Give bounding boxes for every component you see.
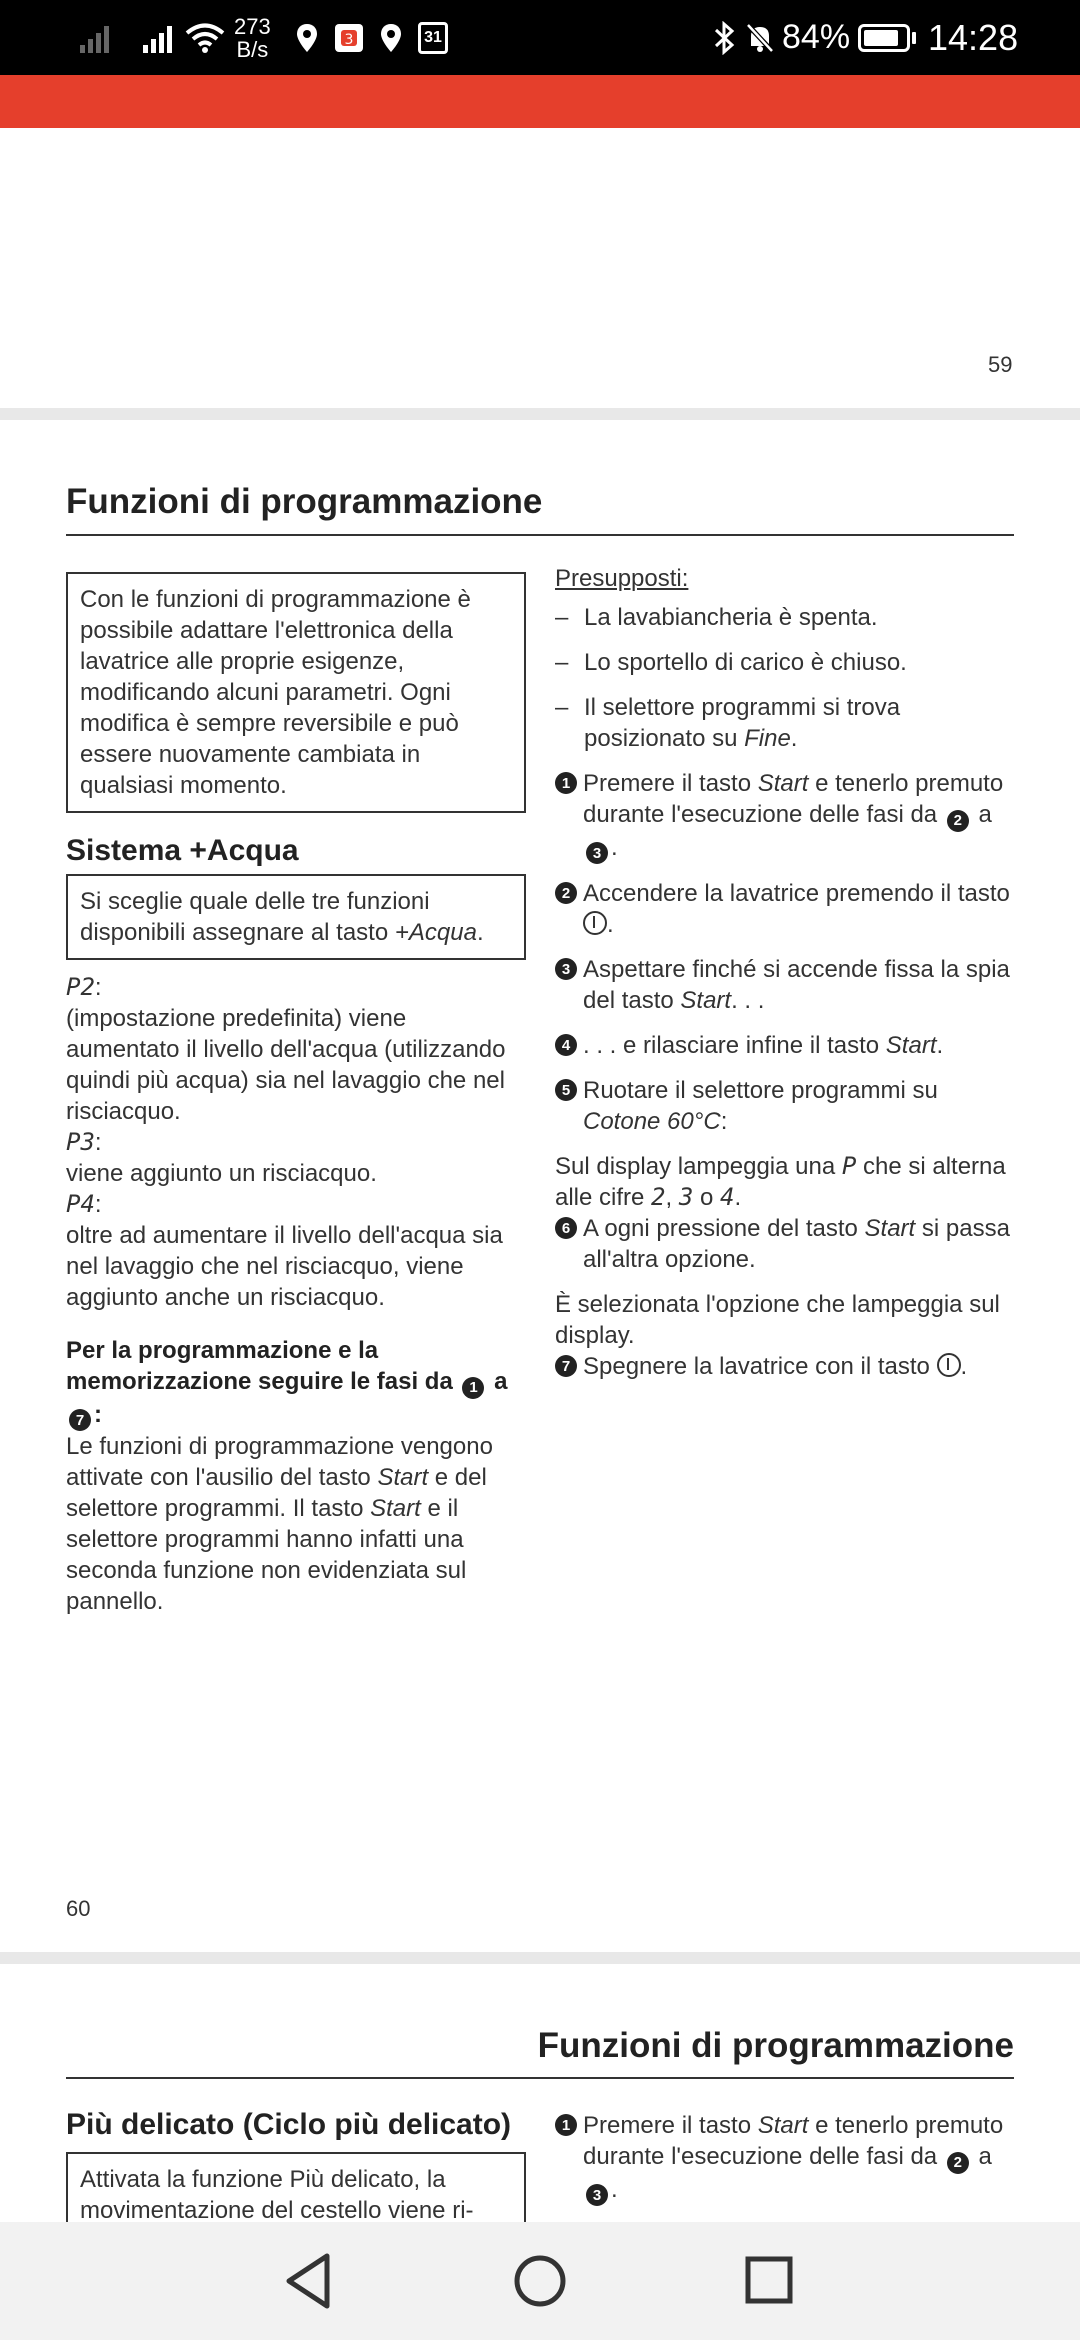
bluetooth-icon <box>712 0 736 75</box>
sistema-heading: Sistema +Acqua <box>66 834 299 867</box>
condition-1: – La lavabiancheria è spenta. <box>555 604 878 631</box>
option-p2: P2: (impostazione predefinita) viene aumentato il livello dell'acqua (utilizzando quindi più acqua) sia nel lavaggio che nel risciacquo. <box>66 973 506 1125</box>
step-6: 6 A ogni pressione del tasto Start si passa all'altra opzione. <box>555 1213 1017 1275</box>
title-rule <box>66 2077 1014 2079</box>
battery-percent: 84% <box>782 18 851 56</box>
sistema-box: Si sceglie quale delle tre funzioni disponibili assegnare al tasto +Acqua. <box>66 874 526 960</box>
step-1: 1 Premere il tasto Start e tenerlo premuto durante l'esecuzione delle fasi da 2 a 3 . <box>555 768 1017 864</box>
piu-delicato-box: Attivata la funzione Più delicato, la movimentazione del cestello viene ri- <box>66 2152 526 2222</box>
page-separator <box>0 1952 1080 1964</box>
home-button[interactable] <box>514 2255 566 2312</box>
location-icon-2 <box>380 0 402 75</box>
step-5: 5 Ruotare il selettore programmi su Cotone 60°C: <box>555 1075 1017 1137</box>
calendar-icon: 31 <box>418 0 448 75</box>
power-icon <box>583 911 607 935</box>
back-icon <box>283 2252 333 2310</box>
selected-note: È selezionata l'opzione che lampeggia sul display. <box>555 1291 1000 1349</box>
condition-3: – Il selettore programmi si trova posizionato su Fine. <box>555 694 901 752</box>
page-number: 59 <box>988 352 1013 377</box>
page-title: Funzioni di programmazione <box>537 2026 1014 2065</box>
procedure-note: Per la programmazione e la memorizzazione seguire le fasi da 1 a 7 : <box>66 1335 526 1431</box>
location-icon <box>296 0 318 75</box>
wifi-icon <box>185 0 225 75</box>
page3-right-column <box>555 2110 1017 2220</box>
intro-box: Con le funzioni di programmazione è possibile adattare l'elettronica della lavatrice alle proprie esigenze, modificando alcuni parametri. Ogni modifica è sempre reversibile e può essere nuovamente cambiata in qualsiasi momento. <box>66 572 526 813</box>
home-icon <box>514 2255 566 2307</box>
option-p3: P3: viene aggiunto un risciacquo. <box>66 1128 377 1187</box>
recents-button[interactable] <box>745 2256 793 2309</box>
signal-icon-2 <box>143 0 172 75</box>
condition-2: – Lo sportello di carico è chiuso. <box>555 649 907 676</box>
svg-text:3: 3 <box>344 31 354 48</box>
explanation-paragraph: Le funzioni di programmazione vengono attivate con l'ausilio del tasto Start e del selettore programmi. Il tasto Start e il selettore programmi hanno infatti una seconda funzione non evidenziata sul pannello. <box>66 1433 493 1615</box>
mute-bell-icon <box>745 0 775 75</box>
title-rule <box>66 534 1014 536</box>
display-note: Sul display lampeggia una P che si alterna alle cifre 2, 3 o 4. <box>555 1152 1006 1211</box>
presupposti-label: Presupposti: <box>555 565 689 592</box>
piu-delicato-box-clip <box>66 2152 526 2222</box>
navigation-bar <box>0 2222 1080 2340</box>
net-speed: 273 B/s <box>234 13 271 62</box>
step-7: 7 Spegnere la lavatrice con il tasto . <box>555 1351 1017 1382</box>
page-separator <box>0 408 1080 420</box>
step-4: 4 . . . e rilasciare infine il tasto Start. <box>555 1030 1017 1061</box>
app-toolbar <box>0 75 1080 128</box>
clock: 14:28 <box>928 16 1019 58</box>
status-bar <box>0 0 1080 75</box>
page-number: 60 <box>66 1896 91 1921</box>
back-button[interactable] <box>283 2252 333 2315</box>
step-3: 3 Aspettare finché si accende fissa la spia del tasto Start. . . <box>555 954 1017 1016</box>
page-title: Funzioni di programmazione <box>66 482 543 521</box>
battery-icon <box>858 0 916 75</box>
right-column <box>555 563 1017 1396</box>
app-notification-icon <box>334 0 364 75</box>
recents-icon <box>745 2256 793 2304</box>
power-icon <box>937 1353 961 1377</box>
step-1: 1 Premere il tasto Start e tenerlo premuto durante l'esecuzione delle fasi da 2 a 3 . <box>555 2110 1017 2206</box>
option-p4: P4: oltre ad aumentare il livello dell'acqua sia nel lavaggio che nel risciacquo, viene aggiunto anche un risciacquo. <box>66 1190 503 1311</box>
left-column <box>66 572 526 1617</box>
step-2: 2 Accendere la lavatrice premendo il tasto . <box>555 878 1017 940</box>
signal-icon-1 <box>80 0 109 75</box>
piu-delicato-heading: Più delicato (Ciclo più delicato) <box>66 2108 512 2141</box>
